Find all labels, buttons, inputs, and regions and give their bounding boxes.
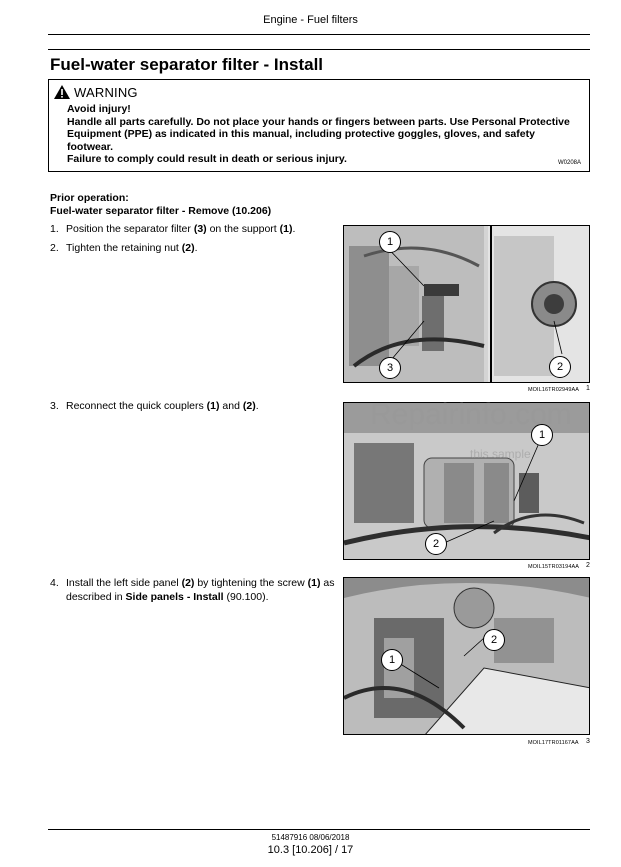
step-number: 4. [50, 577, 59, 589]
warning-label: WARNING [74, 84, 138, 100]
callout-2: 2 [549, 356, 571, 378]
watermark-sub: this sample [470, 447, 531, 461]
figure-3 [343, 577, 590, 735]
step-2 [50, 242, 336, 256]
warning-line-3: Failure to comply could result in death or serious injury. [67, 153, 347, 165]
header-rule [48, 34, 590, 35]
warning-line-2: Handle all parts carefully. Do not place your hands or fingers between parts. Use Personal Protective Equipment (PPE) as indicated in this manual, including protective goggles, gloves, and safety footwear. [67, 115, 570, 153]
figure-2-number: 2 [586, 562, 590, 569]
watermark: Repairinfo.com [370, 398, 572, 431]
step-text: Reconnect the quick couplers (1) and (2). [66, 400, 259, 412]
figure-3-code: MOIL17TR01167AA [528, 740, 579, 746]
step-1 [50, 223, 336, 237]
step-number: 2. [50, 242, 59, 254]
footer-doc-number: 51487916 08/06/2018 [271, 833, 350, 842]
callout-1: 1 [381, 649, 403, 671]
warning-box [48, 79, 590, 172]
figure-2-code: MOIL15TR03194AA [528, 564, 580, 570]
step-number: 3. [50, 400, 59, 412]
step-3 [50, 400, 336, 414]
prior-ref: Fuel-water separator filter - Remove (10.206) [50, 205, 272, 217]
footer-page-number: 10.3 [10.206] / 17 [267, 844, 354, 856]
section-title: Fuel-water separator filter - Install [50, 55, 324, 74]
step-number: 1. [50, 223, 59, 235]
warning-triangle-icon [53, 84, 71, 100]
prior-label: Prior operation: [50, 192, 129, 204]
figure-3-number: 3 [586, 738, 590, 745]
callout-2: 2 [483, 629, 505, 651]
title-rule [48, 49, 590, 50]
callout-1: 1 [379, 231, 401, 253]
figure-1-number: 1 [586, 385, 590, 392]
step-4 [50, 577, 336, 604]
callout-1: 1 [531, 424, 553, 446]
warning-heading [53, 84, 138, 100]
callout-3: 3 [379, 357, 401, 379]
running-header: Engine - Fuel filters [263, 14, 358, 26]
step-text: Tighten the retaining nut (2). [66, 242, 198, 254]
warning-text [67, 103, 582, 166]
figure-1 [343, 225, 590, 383]
warning-code: W0208A [557, 160, 581, 166]
figure-1-code: MOIL16TR02949AA [528, 387, 580, 393]
prior-operation [50, 192, 271, 218]
callout-2: 2 [425, 533, 447, 555]
step-text: Install the left side panel (2) by tightening the screw (1) as described in Side panels - Install (90.100). [66, 577, 335, 603]
step-text: Position the separator filter (3) on the support (1). [66, 223, 296, 235]
warning-line-1: Avoid injury! [67, 103, 131, 115]
footer-rule [48, 829, 590, 830]
